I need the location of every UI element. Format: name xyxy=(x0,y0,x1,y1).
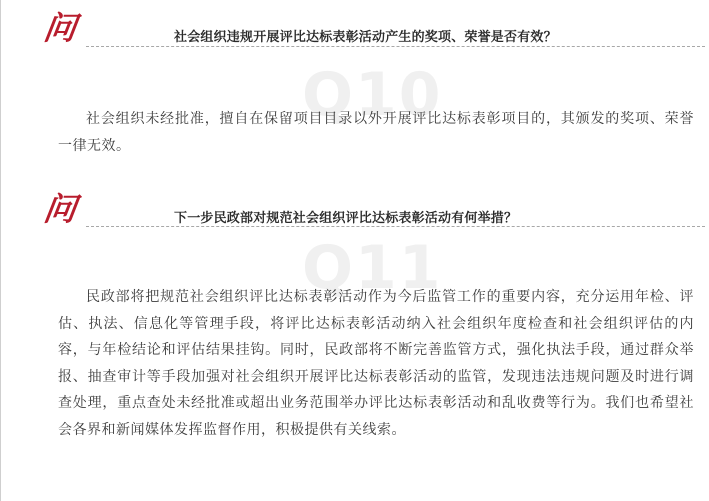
question-mark-icon: 问 xyxy=(41,190,79,228)
answer-text: 民政部将把规范社会组织评比达标表彰活动作为今后监管工作的重要内容，充分运用年检、评估、执法、信息化等管理手段，将评比达标表彰活动纳入社会组织年度检查和社会组织评估的内容，与年检结论和评估结果挂钩。同时，民政部将不断完善监管方式，强化执法手段，通过群众举报、抽查审计等手段加强对社会组织开展评比达标表彰活动的监管，发现违法违规问题及时进行调查处理，重点查处未经批准或超出业务范围举办评比达标表彰活动和乱收费等行为。我们也希望社会各界和新闻媒体发挥监督作用，积极提供有关线索。 xyxy=(58,289,694,438)
question-number-watermark: Q10 xyxy=(302,60,443,130)
question-divider xyxy=(86,46,705,47)
question-divider xyxy=(86,226,705,227)
question-title: 社会组织违规开展评比达标表彰活动产生的奖项、荣誉是否有效？ xyxy=(174,30,557,45)
answer-text: 社会组织未经批准，擅自在保留项目目录以外开展评比达标表彰项目的，其颁发的奖项、荣誉一律无效。 xyxy=(58,111,694,154)
qa-section-q10 xyxy=(0,0,709,175)
question-number-watermark: Q11 xyxy=(302,233,443,303)
question-title: 下一步民政部对规范社会组织评比达标表彰活动有何举措？ xyxy=(174,211,518,226)
question-mark-icon: 问 xyxy=(41,9,79,47)
qa-section-q11 xyxy=(0,185,709,501)
